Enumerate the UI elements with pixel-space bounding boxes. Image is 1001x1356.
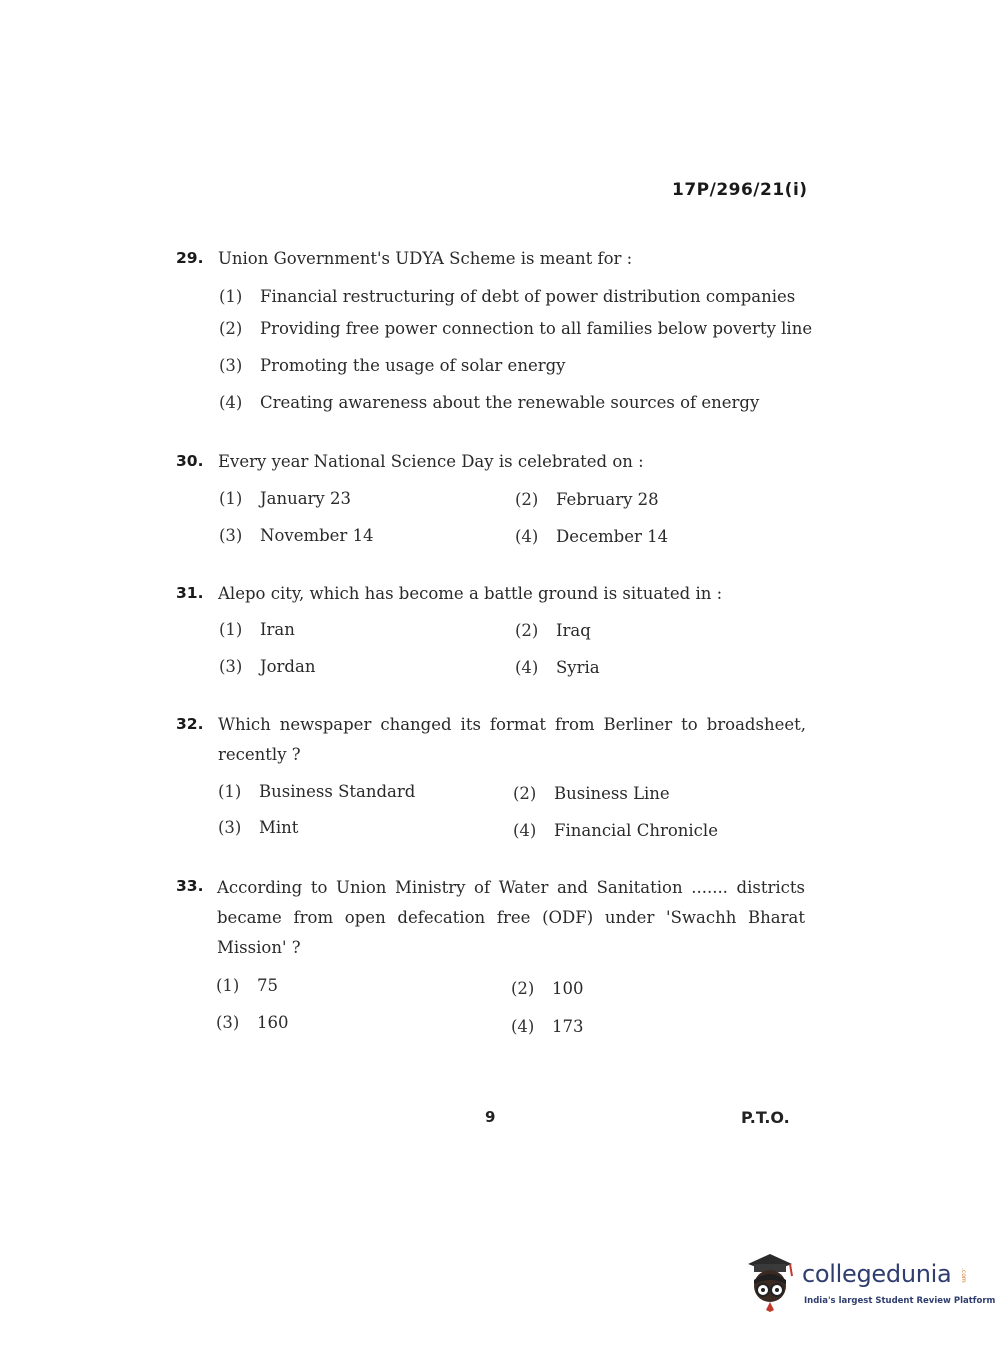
question-text: Every year National Science Day is celebrated on : [218, 452, 644, 471]
option-number: (3) [219, 356, 243, 375]
option-number: (3) [218, 818, 242, 837]
option-number: (1) [218, 782, 242, 801]
option-number: (4) [513, 821, 537, 840]
page-number: 9 [485, 1108, 496, 1126]
option-text: Jordan [260, 657, 316, 676]
option-text: Mint [259, 818, 299, 837]
option-number: (2) [513, 784, 537, 803]
option-number: (1) [219, 287, 243, 306]
brand-tagline: India's largest Student Review Platform [804, 1296, 996, 1306]
option-number: (2) [515, 490, 539, 509]
option-text: Promoting the usage of solar energy [260, 356, 566, 375]
brand-domain: .com [960, 1268, 967, 1283]
option-number: (2) [515, 621, 539, 640]
option-number: (1) [219, 620, 243, 639]
option-text: January 23 [260, 489, 351, 508]
option-text: 75 [257, 976, 278, 995]
brand-name: collegedunia [802, 1260, 952, 1288]
option-number: (2) [511, 979, 535, 998]
option-number: (4) [511, 1017, 535, 1036]
option-text: 100 [552, 979, 584, 998]
option-number: (4) [515, 527, 539, 546]
question-text: Which newspaper changed its format from Berliner to broadsheet, recently ? [218, 715, 806, 764]
option-text: November 14 [260, 526, 374, 545]
option-text: 173 [552, 1017, 584, 1036]
option-text: Creating awareness about the renewable sources of energy [260, 393, 760, 412]
option-text: Business Standard [259, 782, 416, 801]
question-number: 30. [176, 452, 204, 470]
option-text: December 14 [556, 527, 669, 546]
paper-code: 17P/296/21(i) [672, 180, 808, 200]
option-number: (1) [219, 489, 243, 508]
question-number: 32. [176, 715, 204, 733]
option-number: (3) [216, 1013, 240, 1032]
option-text: Iraq [556, 621, 591, 640]
mascot-logo-icon [740, 1250, 802, 1312]
option-text: Syria [556, 658, 600, 677]
question-number: 31. [176, 584, 204, 602]
collegedunia-watermark [740, 1250, 996, 1320]
option-text: Business Line [554, 784, 670, 803]
pto-label: P.T.O. [741, 1108, 790, 1127]
option-number: (4) [219, 393, 243, 412]
option-text: Iran [260, 620, 295, 639]
option-number: (4) [515, 658, 539, 677]
option-text: February 28 [556, 490, 659, 509]
option-text: Financial Chronicle [554, 821, 718, 840]
question-number: 29. [176, 249, 204, 267]
option-text: 160 [257, 1013, 289, 1032]
question-text: Union Government's UDYA Scheme is meant for : [218, 249, 633, 268]
option-number: (2) [219, 319, 243, 338]
question-number: 33. [176, 877, 204, 895]
question-text: According to Union Ministry of Water and Sanitation ....... districts became from open defecation free (ODF) under 'Swachh Bharat Mission' ? [217, 878, 805, 957]
option-number: (1) [216, 976, 240, 995]
option-text: Financial restructuring of debt of power distribution companies [260, 287, 796, 306]
option-number: (3) [219, 657, 243, 676]
question-text: Alepo city, which has become a battle ground is situated in : [218, 584, 723, 603]
option-text: Providing free power connection to all families below poverty line [260, 319, 813, 338]
option-number: (3) [219, 526, 243, 545]
